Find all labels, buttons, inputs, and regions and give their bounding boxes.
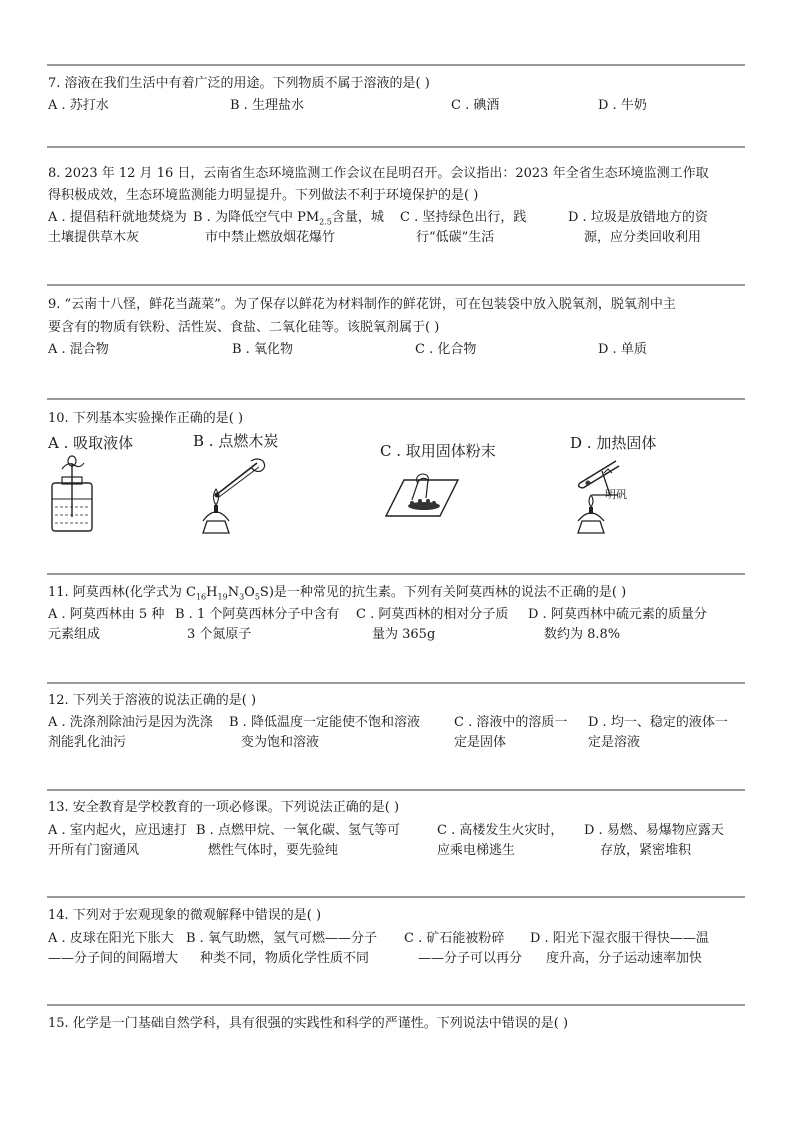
question-stem-line-2: 要含有的物质有铁粉、活性炭、食盐、二氧化硅等。该脱氧剂属于( ) (48, 320, 440, 335)
option-a[interactable]: A . 混合物 (48, 342, 109, 357)
option-c[interactable] (437, 821, 563, 861)
option-d[interactable]: D . 加热固体 (570, 434, 657, 452)
question-stem: 14. 下列对于宏观现象的微观解释中错误的是( ) (48, 908, 322, 923)
stem-text: S)是一种常见的抗生素。下列有关阿莫西林的说法不正确的是( ) (259, 585, 627, 600)
option-d-line-2: 源，应分类回收利用 (584, 230, 702, 245)
subscript: 2.5 (319, 217, 332, 227)
option-b[interactable] (193, 208, 384, 248)
option-b[interactable] (196, 821, 400, 861)
option-b-line-2: 变为饱和溶液 (241, 735, 320, 750)
option-b-line-2: 燃性气体时，要先验纯 (208, 843, 339, 858)
option-c-line-2: 应乘电梯逃生 (437, 843, 516, 858)
option-d-line-2: 定是溶液 (588, 735, 641, 750)
option-c-line-2: ——分子可以再分 (418, 951, 523, 966)
option-b[interactable] (175, 605, 339, 645)
divider (47, 789, 745, 791)
option-c-line-2: 定是固体 (454, 735, 507, 750)
option-c-line-1: C . 高楼发生火灾时， (437, 823, 564, 838)
option-b[interactable]: B . 氧化物 (232, 342, 293, 357)
option-a-line-2: 元素组成 (48, 627, 101, 642)
option-b[interactable] (229, 713, 420, 753)
option-c-line-2: 行“低碳”生活 (416, 230, 495, 245)
divider (47, 573, 745, 575)
option-a-line-1: A . 皮球在阳光下胀大 (48, 931, 174, 946)
formula-element: N (227, 585, 240, 600)
formula-element: O (244, 585, 255, 600)
option-b-line-2: 3 个氮原子 (187, 627, 252, 642)
question-stem-line-1: 8. 2023 年 12 月 16 日，云南省生态环境监测工作会议在昆明召开。会议指出：2023 年全省生态环境监测工作取 (48, 166, 709, 181)
option-c-line-1: C . 坚持绿色出行，践 (400, 210, 527, 225)
divider (47, 896, 745, 898)
option-a-line-2: 开所有门窗通风 (48, 843, 140, 858)
option-c[interactable]: C . 碘酒 (451, 98, 500, 113)
option-a-line-1: A . 提倡秸秆就地焚烧为 (48, 210, 187, 225)
option-d[interactable] (588, 713, 728, 753)
option-d[interactable] (528, 605, 707, 645)
divider (47, 398, 745, 400)
subscript: 5 (254, 592, 260, 602)
option-d[interactable] (568, 208, 708, 248)
subscript: 3 (239, 592, 245, 602)
stem-text: 11. 阿莫西林(化学式为 C (48, 585, 196, 600)
option-a-line-2: 土壤提供草木灰 (48, 230, 140, 245)
option-d[interactable]: D . 单质 (598, 342, 647, 357)
option-d-line-1: D . 阿莫西林中硫元素的质量分 (528, 607, 707, 622)
divider (47, 284, 745, 286)
option-a[interactable] (48, 929, 178, 969)
solid-powder-figure (382, 470, 462, 522)
option-d-line-1: D . 垃圾是放错地方的资 (568, 210, 708, 225)
option-b[interactable]: B . 生理盐水 (230, 98, 304, 113)
option-c-line-2: 量为 365g (372, 627, 436, 642)
option-b-line-1: B . 1 个阿莫西林分子中含有 (175, 607, 340, 622)
option-d-line-1: D . 均一、稳定的液体一 (588, 715, 728, 730)
option-d-line-2: 度升高，分子运动速率加快 (546, 951, 703, 966)
option-c[interactable]: C . 取用固体粉末 (380, 442, 496, 460)
subscript: 19 (217, 592, 228, 602)
figure-label: 明矾 (605, 488, 627, 501)
option-a[interactable]: A . 吸取液体 (48, 434, 134, 452)
question-stem-line-2: 得积极成效，生态环境监测能力明显提升。下列做法不利于环境保护的是( ) (48, 188, 479, 203)
option-a-line-1: A . 洗涤剂除油污是因为洗涤 (48, 715, 213, 730)
option-d-line-1: D . 易燃、易爆物应露天 (584, 823, 724, 838)
option-a[interactable] (48, 208, 187, 248)
option-a-line-2: ——分子间的间隔增大 (48, 951, 179, 966)
option-c-line-1: C . 溶液中的溶质一 (454, 715, 568, 730)
divider (47, 146, 745, 148)
option-c[interactable] (454, 713, 567, 753)
option-c[interactable]: C . 化合物 (415, 342, 477, 357)
option-a[interactable]: A . 苏打水 (48, 98, 109, 113)
option-d[interactable]: D . 牛奶 (598, 98, 647, 113)
question-stem: 7. 溶液在我们生活中有着广泛的用途。下列物质不属于溶液的是( ) (48, 76, 430, 91)
question-stem: 10. 下列基本实验操作正确的是( ) (48, 411, 244, 426)
option-c-line-1: C . 矿石能被粉碎 (404, 931, 505, 946)
option-b-line-1: B . 点燃甲烷、一氧化碳、氢气等可 (196, 823, 400, 838)
option-b-line-2: 种类不同，物质化学性质不同 (200, 951, 370, 966)
option-b-text: 含量，城 (331, 210, 384, 225)
option-a-line-1: A . 阿莫西林由 5 种 (48, 607, 165, 622)
question-stem: 13. 安全教育是学校教育的一项必修课。下列说法正确的是( ) (48, 800, 400, 815)
divider (47, 682, 745, 684)
option-c[interactable] (400, 208, 526, 248)
formula-element: H (206, 585, 218, 600)
question-stem: 12. 下列关于溶液的说法正确的是( ) (48, 693, 257, 708)
dropper-bottle-figure (48, 455, 98, 535)
question-stem (48, 584, 626, 602)
option-b-text: B . 为降低空气中 PM (193, 210, 320, 225)
option-a[interactable] (48, 605, 164, 645)
option-a-line-1: A . 室内起火，应迅速打 (48, 823, 187, 838)
option-d-line-2: 存放，紧密堆积 (600, 843, 692, 858)
option-d-line-1: D . 阳光下湿衣服干得快——温 (530, 931, 709, 946)
option-b-line-2: 市中禁止燃放烟花爆竹 (205, 230, 336, 245)
option-d[interactable] (530, 929, 709, 969)
question-stem-line-1: 9. “云南十八怪，鲜花当蔬菜”。为了保存以鲜花为材料制作的鲜花饼，可在包装袋中放入脱氧剂，脱氧剂中主 (48, 297, 676, 312)
option-b-line-1 (193, 208, 384, 228)
option-d-line-2: 数约为 8.8% (544, 627, 621, 642)
option-b-line-1: B . 氧气助燃，氢气可燃——分子 (186, 931, 377, 946)
option-b-line-1: B . 降低温度一定能使不饱和溶液 (229, 715, 420, 730)
alcohol-lamp-figure (195, 455, 275, 535)
option-d[interactable] (584, 821, 724, 861)
option-c-line-1: C . 阿莫西林的相对分子质 (356, 607, 509, 622)
option-a-line-2: 剂能乳化油污 (48, 735, 127, 750)
option-b[interactable] (186, 929, 377, 969)
option-a[interactable] (48, 713, 213, 753)
divider (47, 64, 745, 66)
option-b[interactable]: B . 点燃木炭 (193, 432, 279, 450)
option-c[interactable] (404, 929, 522, 969)
option-a[interactable] (48, 821, 187, 861)
option-c[interactable] (356, 605, 508, 645)
subscript: 16 (195, 592, 207, 602)
question-stem: 15. 化学是一门基础自然学科，具有很强的实践性和科学的严谨性。下列说法中错误的是( ) (48, 1016, 569, 1031)
divider (47, 1004, 745, 1006)
